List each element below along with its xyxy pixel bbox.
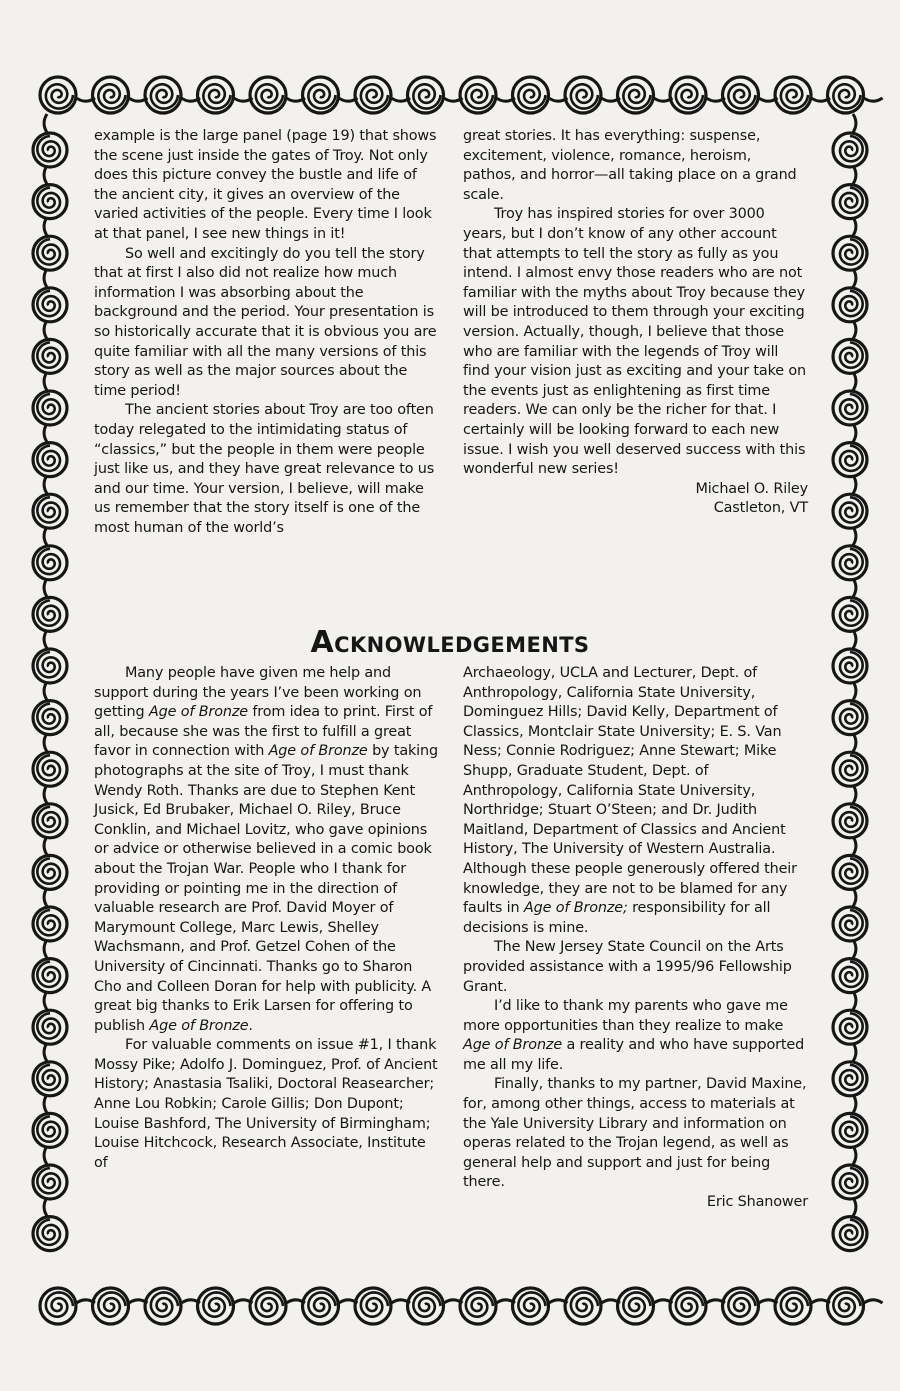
spiral-ornament bbox=[833, 682, 867, 735]
spiral-ornament bbox=[33, 1043, 67, 1096]
spiral-ornament bbox=[33, 114, 67, 167]
spiral-ornament bbox=[250, 1288, 305, 1324]
spiral-ornament bbox=[833, 1043, 867, 1096]
ack-text: from idea to print. First of all, because she was the first to fulfill a great favor in connection with bbox=[94, 704, 433, 760]
spiral-ornament bbox=[93, 1288, 148, 1324]
spiral-ornament bbox=[828, 77, 883, 113]
spiral-ornament bbox=[408, 77, 463, 113]
spiral-ornament bbox=[833, 1198, 867, 1251]
spiral-ornament bbox=[33, 475, 67, 528]
spiral-ornament bbox=[145, 1288, 200, 1324]
spiral-ornament bbox=[33, 578, 67, 631]
spiral-ornament bbox=[565, 77, 620, 113]
spiral-ornament bbox=[33, 1094, 67, 1147]
spiral-ornament bbox=[833, 475, 867, 528]
book-title: Age of Bronze bbox=[149, 1017, 249, 1034]
letter-paragraph: great stories. It has everything: suspense, excitement, violence, romance, heroism, pathos, and horror—all taking place on a grand scale. bbox=[463, 128, 797, 203]
spiral-ornament bbox=[833, 424, 867, 477]
letter-paragraph: Troy has inspired stories for over 3000 years, but I don’t know of any other account that attempts to tell the story as fully as you intend. I almost envy those readers who are not familiar with the myths about Troy because they will be introduced to them through your exciting version. Actually, though, I believe that those who are familiar with the legends of Troy will find your vision just as exciting and your take on the events just as enlightening as first time readers. We can only be the richer for that. I certainly will be looking forward to each new issue. I wish you well deserved success with this wonderful new series! bbox=[463, 206, 807, 478]
spiral-ornament bbox=[670, 77, 725, 113]
ack-text: Many people have given me help and support during the years I’ve been working on getting bbox=[94, 665, 422, 721]
spiral-ornament bbox=[145, 77, 200, 113]
spiral-ornament bbox=[33, 991, 67, 1044]
spiral-ornament bbox=[33, 217, 67, 270]
letter-paragraph: So well and excitingly do you tell the story that at first I also did not realize how much information I was absorbing about the background and the period. Your presentation is so historically accurate that it is obvious you are quite familiar with all the many versions of this story as well as the major sources about the time period! bbox=[94, 245, 437, 399]
spiral-ornament bbox=[833, 217, 867, 270]
spiral-ornament bbox=[198, 77, 253, 113]
book-title: Age of Bronze bbox=[268, 743, 368, 760]
spiral-ornament bbox=[33, 1146, 67, 1199]
spiral-ornament bbox=[775, 77, 830, 113]
spiral-ornament bbox=[408, 1288, 463, 1324]
spiral-ornament bbox=[833, 114, 867, 167]
book-title: Age of Bronze; bbox=[523, 900, 628, 917]
ack-signature: Eric Shanower bbox=[706, 1194, 808, 1211]
acknowledgements-column-right bbox=[463, 664, 808, 1213]
spiral-ornament bbox=[40, 1288, 95, 1324]
spiral-ornament bbox=[833, 320, 867, 373]
letter-column-right bbox=[463, 127, 808, 519]
spiral-ornament bbox=[833, 1094, 867, 1147]
spiral-ornament bbox=[833, 527, 867, 580]
ack-text: . bbox=[248, 1017, 253, 1034]
spiral-ornament bbox=[618, 1288, 673, 1324]
spiral-ornament bbox=[513, 77, 568, 113]
acknowledgements-heading: Acknowledgements bbox=[310, 625, 590, 660]
spiral-ornament bbox=[833, 940, 867, 993]
ack-text: a reality and who have supported me all my life. bbox=[463, 1037, 805, 1073]
spiral-ornament bbox=[833, 991, 867, 1044]
spiral-ornament bbox=[33, 733, 67, 786]
spiral-ornament bbox=[460, 1288, 515, 1324]
spiral-ornament bbox=[33, 888, 67, 941]
spiral-ornament bbox=[833, 1146, 867, 1199]
book-title: Age of Bronze bbox=[148, 704, 248, 721]
spiral-ornament bbox=[33, 785, 67, 838]
ack-text: I’d like to thank my parents who gave me more opportunities than they realize to make bbox=[463, 998, 788, 1034]
spiral-ornament bbox=[833, 733, 867, 786]
ack-paragraph bbox=[463, 664, 808, 938]
spiral-ornament bbox=[618, 77, 673, 113]
spiral-ornament bbox=[460, 77, 515, 113]
spiral-ornament bbox=[833, 372, 867, 425]
spiral-ornament bbox=[723, 77, 778, 113]
spiral-ornament bbox=[33, 682, 67, 735]
spiral-ornament bbox=[833, 166, 867, 219]
ack-paragraph bbox=[94, 664, 439, 1036]
ack-paragraph bbox=[463, 997, 808, 1075]
spiral-ornament bbox=[33, 166, 67, 219]
spiral-ornament bbox=[355, 1288, 410, 1324]
spiral-ornament bbox=[833, 836, 867, 889]
spiral-ornament bbox=[833, 269, 867, 322]
spiral-ornament bbox=[833, 578, 867, 631]
spiral-ornament bbox=[303, 1288, 358, 1324]
spiral-ornament bbox=[565, 1288, 620, 1324]
spiral-ornament bbox=[833, 888, 867, 941]
spiral-ornament bbox=[33, 320, 67, 373]
spiral-ornament bbox=[33, 424, 67, 477]
letter-paragraph: example is the large panel (page 19) that shows the scene just inside the gates of Troy. Not only does this picture convey the bustle and life of the ancient city, it gives an overview of the varied activities of the people. Every time I look at that panel, I see new things in it! bbox=[94, 128, 437, 242]
letter-signature-place: Castleton, VT bbox=[713, 500, 808, 517]
spiral-ornament bbox=[723, 1288, 778, 1324]
spiral-ornament bbox=[33, 940, 67, 993]
spiral-ornament bbox=[775, 1288, 830, 1324]
spiral-ornament bbox=[33, 527, 67, 580]
spiral-ornament bbox=[828, 1288, 883, 1324]
spiral-ornament bbox=[93, 77, 148, 113]
spiral-ornament bbox=[670, 1288, 725, 1324]
spiral-ornament bbox=[355, 77, 410, 113]
spiral-ornament bbox=[198, 1288, 253, 1324]
ack-paragraph: Finally, thanks to my partner, David Maxine, for, among other things, access to materials at the Yale University Library and information on operas related to the Trojan legend, as well as general help and support and just for being there. bbox=[463, 1076, 807, 1191]
spiral-ornament bbox=[33, 372, 67, 425]
ack-paragraph: For valuable comments on issue #1, I thank Mossy Pike; Adolfo J. Dominguez, Prof. of Ancient History; Anastasia Tsaliki, Doctoral Reasearcher; Anne Lou Robkin; Carole Gillis; Don Dupont; Louise Bashford, The University of Birmingham; Louise Hitchcock, Research Associate, Institute of bbox=[94, 1037, 438, 1171]
ack-paragraph: The New Jersey State Council on the Arts provided assistance with a 1995/96 Fellowship Grant. bbox=[463, 939, 792, 995]
book-title: Age of Bronze bbox=[463, 1037, 563, 1054]
spiral-ornament bbox=[303, 77, 358, 113]
spiral-ornament bbox=[33, 269, 67, 322]
acknowledgements-column-left bbox=[94, 664, 439, 1173]
letter-column-left bbox=[94, 127, 439, 538]
spiral-ornament bbox=[250, 77, 305, 113]
spiral-ornament bbox=[513, 1288, 568, 1324]
letter-paragraph: The ancient stories about Troy are too often today relegated to the intimidating status of “classics,” but the people in them were people just like us, and they have great relevance to us and our time. Your version, I believe, will make us remember that the story itself is one of the most human of the world’s bbox=[94, 402, 435, 536]
spiral-ornament bbox=[40, 77, 95, 113]
ack-text: Archaeology, UCLA and Lecturer, Dept. of Anthropology, California State University, Dominguez Hills; David Kelly, Department of Classics, Montclair State University; E. S. Van Ness; Connie Rodriguez; Anne Stewart; Mike Shupp, Graduate Student, Dept. of Anthropology, California State University, Northridge; Stuart O’Steen; and Dr. Judith Maitland, Department of Classics and Ancient History, The University of Western Australia. Although these people generously offered their knowledge, they are not to be blamed for any faults in bbox=[463, 665, 797, 917]
spiral-ornament bbox=[33, 836, 67, 889]
spiral-ornament bbox=[33, 1198, 67, 1251]
spiral-ornament bbox=[833, 785, 867, 838]
ack-text: by taking photographs at the site of Troy, I must thank Wendy Roth. Thanks are due to Stephen Kent Jusick, Ed Brubaker, Michael O. Riley, Bruce Conklin, and Michael Lovitz, who gave opinions or advice or otherwise believed in a comic book about the Trojan War. People who I thank for providing or pointing me in the direction of valuable research are Prof. David Moyer of Marymount College, Marc Lewis, Shelley Wachsmann, and Prof. Getzel Cohen of the University of Cincinnati. Thanks go to Sharon Cho and Colleen Doran for help with publicity. A great big thanks to Erik Larsen for offering to publish bbox=[94, 743, 438, 1034]
ack-text: responsibility for all decisions is mine. bbox=[463, 900, 771, 936]
letter-signature-name: Michael O. Riley bbox=[695, 480, 808, 497]
